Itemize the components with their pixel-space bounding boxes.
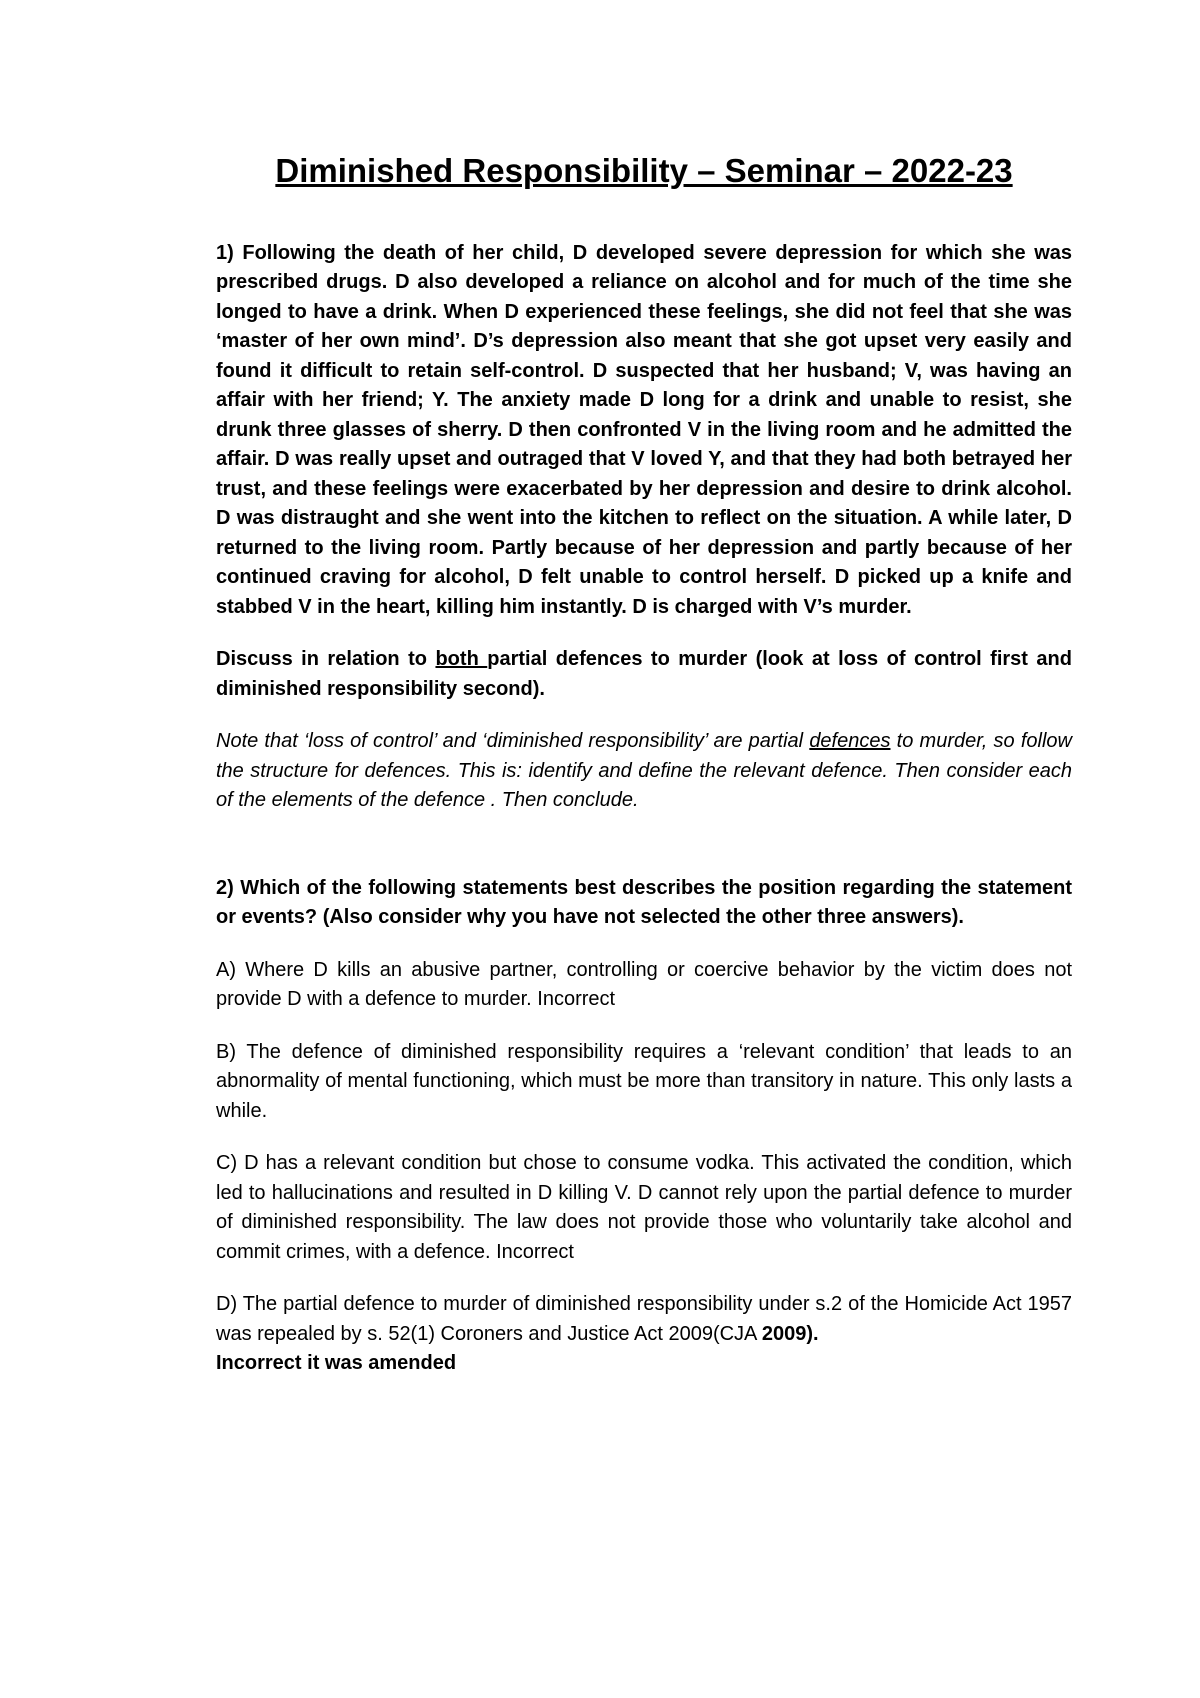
question-2-prompt: 2) Which of the following statements best describes the position regarding the statement or events? (Also consider why you have not selected the other three answers).	[216, 876, 1072, 929]
discuss-emphasis: both	[435, 648, 488, 671]
question-1-discuss-instruction	[216, 645, 1072, 704]
answer-option-a: A) Where D kills an abusive partner, controlling or coercive behavior by the victim does not provide D with a defence to murder. Incorrect	[216, 958, 1072, 1011]
option-d-verdict: Incorrect it was amended	[216, 1352, 457, 1375]
note-text-before: Note that ‘loss of control’ and ‘diminished responsibility’ are partial	[216, 730, 810, 753]
answer-option-d	[216, 1290, 1072, 1379]
note-text-after: to murder, so follow the structure for defences. This is: identify and define the relevant defence. Then consider each of the elements of the defence . Then conclude.	[216, 730, 1072, 812]
option-d-text: D) The partial defence to murder of diminished responsibility under s.2 of the Homicide Act 1957 was repealed by s. 52(1) Coroners and Justice Act 2009(CJA	[216, 1293, 1072, 1345]
answer-option-b: B) The defence of diminished responsibility requires a ‘relevant condition’ that leads to an abnormality of mental functioning, which must be more than transitory in nature. This only lasts a while.	[216, 1040, 1072, 1122]
discuss-text-before: Discuss in relation to	[216, 648, 436, 671]
answer-option-c: C) D has a relevant condition but chose to consume vodka. This activated the condition, which led to hallucinations and resulted in D killing V. D cannot rely upon the partial defence to murder of diminished responsibility. The law does not provide those who voluntarily take alcohol and commit crimes, with a defence. Incorrect	[216, 1152, 1072, 1263]
note-emphasis: defences	[809, 730, 891, 753]
option-d-bold-year: 2009).	[761, 1322, 819, 1345]
document-title: Diminished Responsibility – Seminar – 2022-23	[275, 152, 1013, 189]
question-1-scenario: 1) Following the death of her child, D developed severe depression for which she was prescribed drugs. D also developed a reliance on alcohol and for much of the time she longed to have a drink. When D experienced these feelings, she did not feel that she was ‘master of her own mind’. D’s depression also meant that she got upset very easily and found it difficult to retain self-control. D suspected that her husband; V, was having an affair with her friend; Y. The anxiety made D long for a drink and unable to resist, she drunk three glasses of sherry. D then confronted V in the living room and he admitted the affair. D was really upset and outraged that V loved Y, and that they had both betrayed her trust, and these feelings were exacerbated by her depression and desire to drink alcohol. D was distraught and she went into the kitchen to reflect on the situation. A while later, D returned to the living room. Partly because of her depression and partly because of her continued craving for alcohol, D felt unable to control herself. D picked up a knife and stabbed V in the heart, killing him instantly. D is charged with V’s murder.	[216, 241, 1072, 618]
discuss-text-after: partial defences to murder (look at loss of control first and diminished responsibility second).	[216, 648, 1072, 700]
question-1-note	[216, 727, 1072, 816]
